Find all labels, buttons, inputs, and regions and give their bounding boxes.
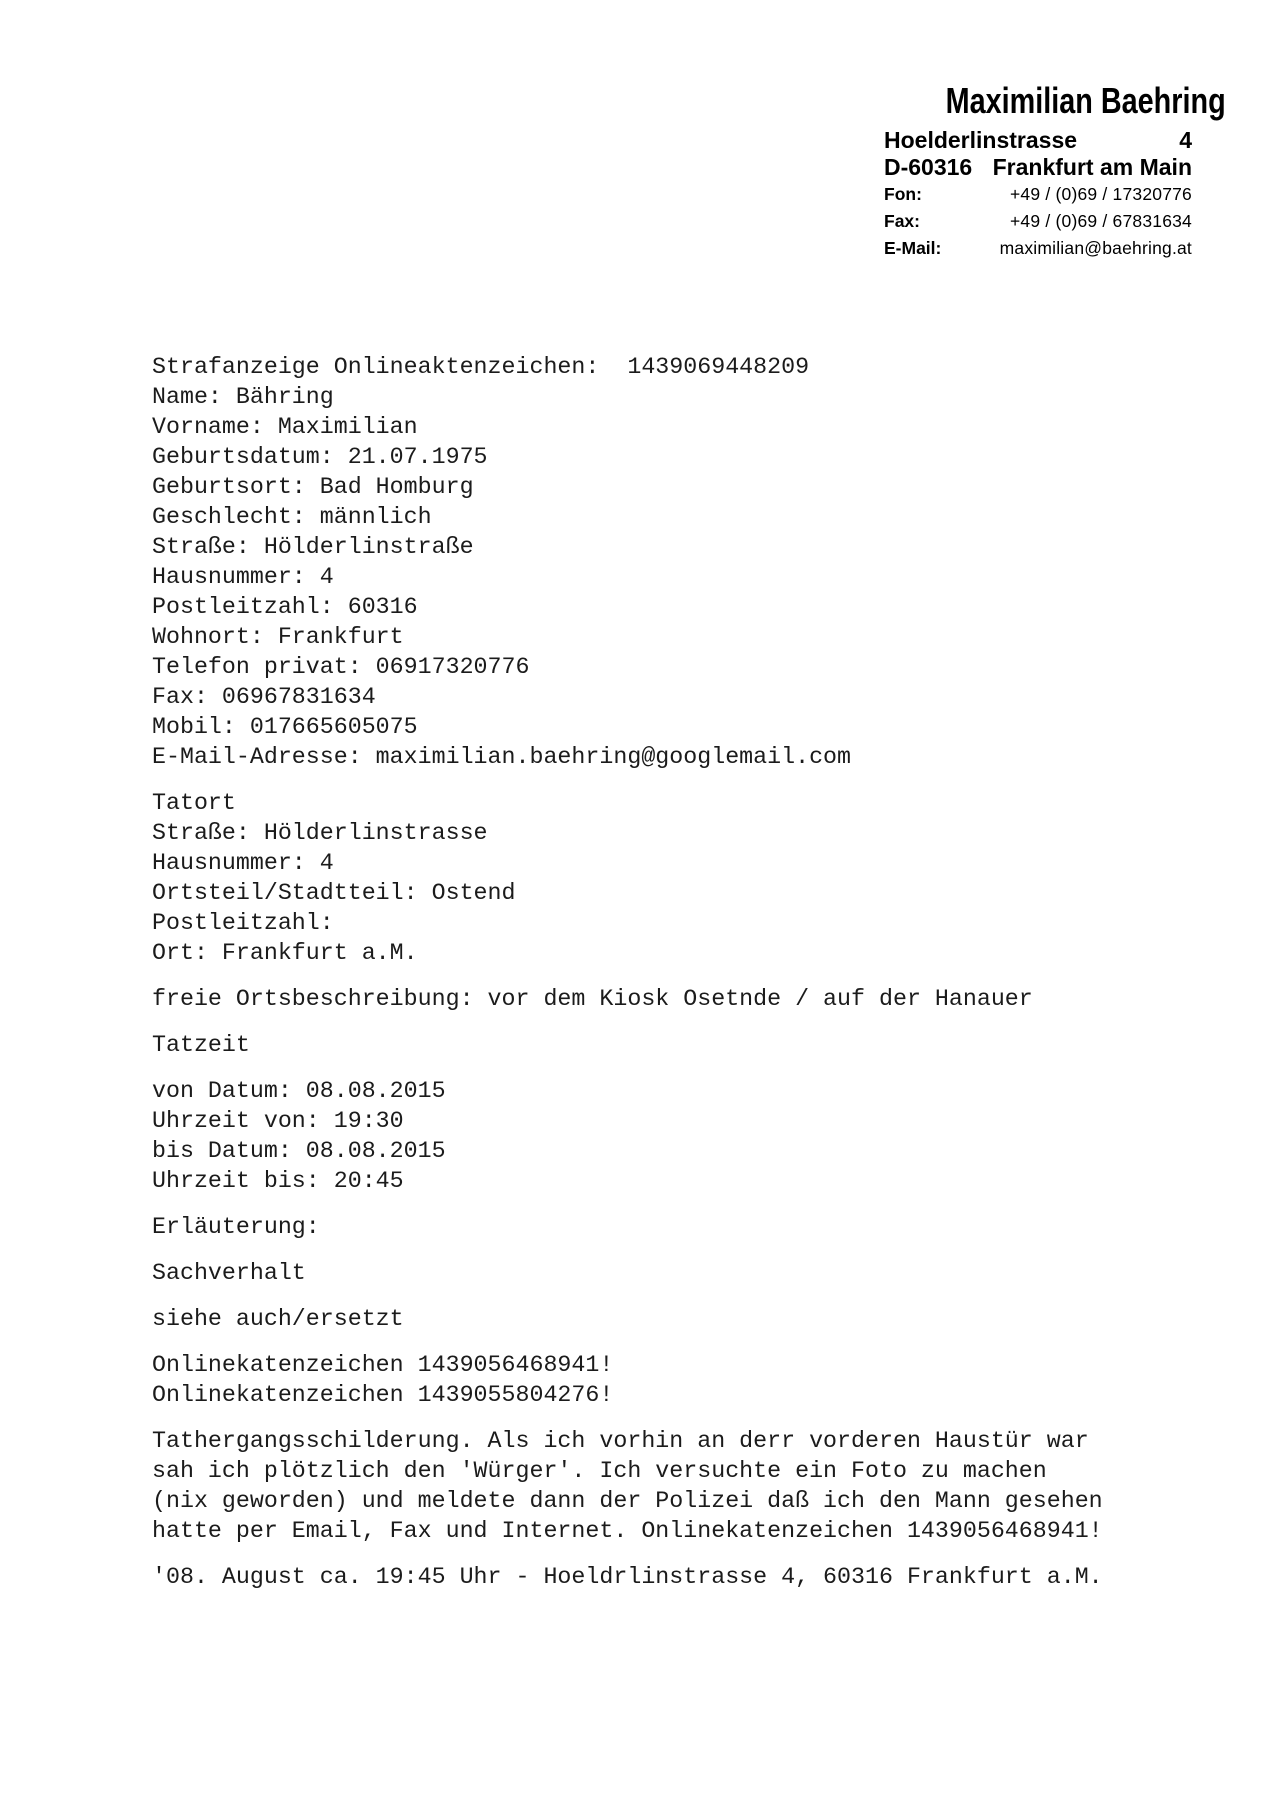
letterhead (884, 80, 1226, 262)
fax-value: +49 / (0)69 / 67831634 (1010, 211, 1192, 231)
sender-city-row (884, 154, 1192, 181)
text-line: Hausnummer: 4 (152, 850, 334, 876)
text-line: Uhrzeit bis: 20:45 (152, 1168, 404, 1194)
text-line: Straße: Hölderlinstraße (152, 534, 474, 560)
text-line: Straße: Hölderlinstrasse (152, 820, 488, 846)
text-line: freie Ortsbeschreibung: vor dem Kiosk Osetnde / auf der Hanauer (152, 986, 1033, 1012)
paragraph (152, 1258, 1103, 1288)
contact-row-email (884, 235, 1192, 262)
text-line: '08. August ca. 19:45 Uhr - Hoeldrlinstrasse 4, 60316 Frankfurt a.M. (152, 1564, 1103, 1590)
document-body (152, 352, 1103, 1592)
text-line: bis Datum: 08.08.2015 (152, 1138, 446, 1164)
text-line: sah ich plötzlich den 'Würger'. Ich versuchte ein Foto zu machen (152, 1458, 1047, 1484)
text-line: Tatzeit (152, 1032, 250, 1058)
sender-street: Hoelderlinstrasse (884, 127, 1078, 153)
paragraph (152, 1030, 1103, 1060)
sender-city: Frankfurt am Main (992, 154, 1192, 180)
text-line: Geburtsort: Bad Homburg (152, 474, 474, 500)
paragraph (152, 984, 1103, 1014)
text-line: Mobil: 017665605075 (152, 714, 418, 740)
text-line: Geburtsdatum: 21.07.1975 (152, 444, 488, 470)
sender-house-number: 4 (1179, 127, 1192, 153)
email-value: maximilian@baehring.at (999, 238, 1192, 258)
text-line: Vorname: Maximilian (152, 414, 418, 440)
text-line: Name: Bähring (152, 384, 334, 410)
text-line: Sachverhalt (152, 1260, 306, 1286)
text-line: von Datum: 08.08.2015 (152, 1078, 446, 1104)
text-line: E-Mail-Adresse: maximilian.baehring@googlemail.com (152, 744, 852, 770)
text-line: Telefon privat: 06917320776 (152, 654, 530, 680)
fax-label: Fax: (884, 211, 920, 231)
text-line: Onlinekatenzeichen 1439056468941! (152, 1352, 614, 1378)
text-line: Geschlecht: männlich (152, 504, 432, 530)
paragraph (152, 1212, 1103, 1242)
text-line: siehe auch/ersetzt (152, 1306, 404, 1332)
text-line: hatte per Email, Fax und Internet. Onlinekatenzeichen 1439056468941! (152, 1518, 1103, 1544)
text-line: Postleitzahl: 60316 (152, 594, 418, 620)
paragraph (152, 1304, 1103, 1334)
text-line: Tathergangsschilderung. Als ich vorhin an derr vorderen Haustür war (152, 1428, 1089, 1454)
text-line: Postleitzahl: (152, 910, 334, 936)
text-line: (nix geworden) und meldete dann der Polizei daß ich den Mann gesehen (152, 1488, 1103, 1514)
text-line: Erläuterung: (152, 1214, 320, 1240)
text-line: Onlinekatenzeichen 1439055804276! (152, 1382, 614, 1408)
text-line: Strafanzeige Onlineaktenzeichen: 1439069448209 (152, 354, 810, 380)
text-line: Ortsteil/Stadtteil: Ostend (152, 880, 516, 906)
sender-postal-code: D-60316 (884, 154, 973, 180)
phone-value: +49 / (0)69 / 17320776 (1010, 184, 1192, 204)
paragraph (152, 788, 1103, 968)
contact-row-fax (884, 208, 1192, 235)
text-line: Tatort (152, 790, 236, 816)
contact-row-phone (884, 181, 1192, 208)
text-line: Ort: Frankfurt a.M. (152, 940, 418, 966)
paragraph (152, 1426, 1103, 1546)
text-line: Hausnummer: 4 (152, 564, 334, 590)
paragraph (152, 1076, 1103, 1196)
text-line: Uhrzeit von: 19:30 (152, 1108, 404, 1134)
sender-name: Maximilian Baehring (945, 80, 1226, 121)
email-label: E-Mail: (884, 238, 942, 258)
phone-label: Fon: (884, 184, 922, 204)
paragraph (152, 1350, 1103, 1410)
text-line: Wohnort: Frankfurt (152, 624, 404, 650)
paragraph (152, 1562, 1103, 1592)
text-line: Fax: 06967831634 (152, 684, 376, 710)
sender-street-row (884, 127, 1192, 154)
paragraph (152, 352, 1103, 772)
